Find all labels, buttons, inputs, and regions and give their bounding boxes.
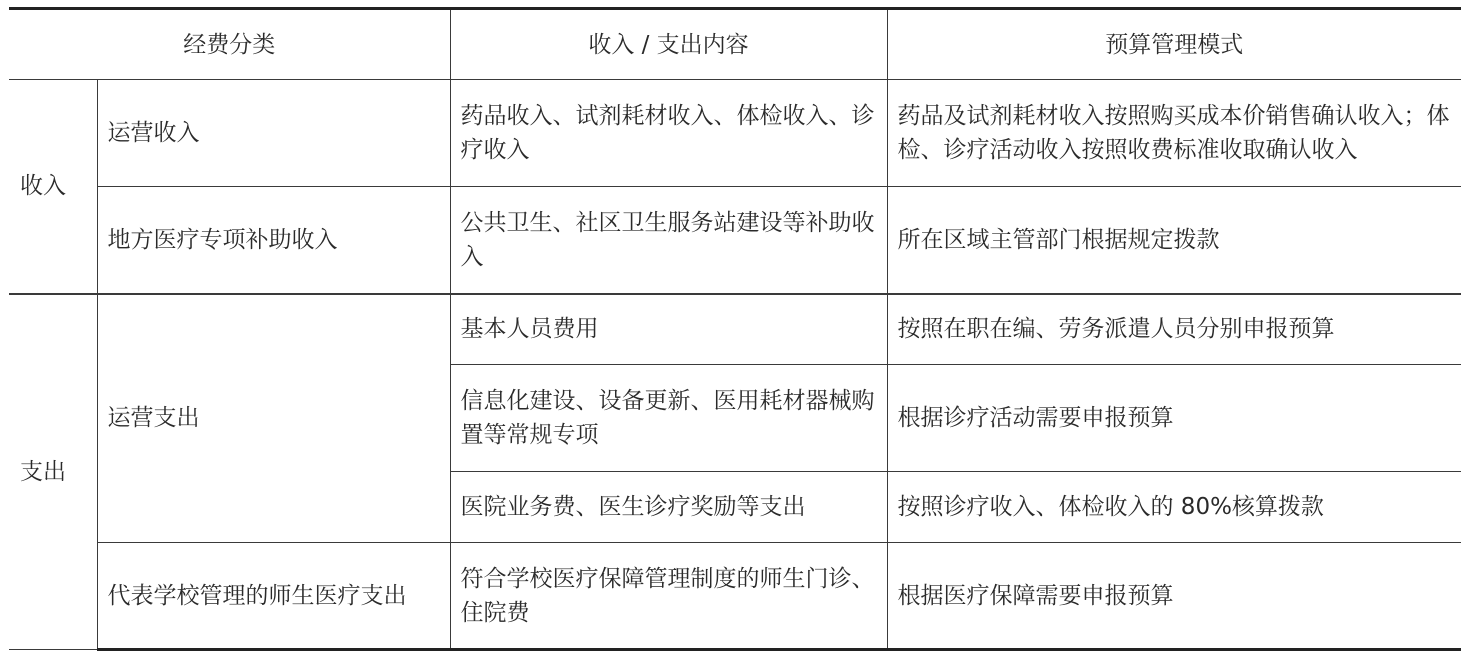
content-cell: 医院业务费、医生诊疗奖励等支出 — [450, 472, 887, 543]
budget-table — [9, 7, 1461, 651]
budget-mode-cell: 按照诊疗收入、体检收入的 80%核算拨款 — [887, 472, 1461, 543]
content-cell: 符合学校医疗保障管理制度的师生门诊、住院费 — [450, 543, 887, 650]
category-cell: 运营支出 — [97, 294, 450, 543]
table-row — [9, 294, 1461, 365]
group-label-expense: 支出 — [9, 294, 97, 650]
content-cell: 基本人员费用 — [450, 294, 887, 365]
category-cell: 运营收入 — [97, 80, 450, 187]
budget-mode-cell: 根据诊疗活动需要申报预算 — [887, 365, 1461, 472]
budget-mode-cell: 所在区域主管部门根据规定拨款 — [887, 187, 1461, 294]
budget-mode-cell: 根据医疗保障需要申报预算 — [887, 543, 1461, 650]
table-row — [9, 80, 1461, 187]
content-cell: 公共卫生、社区卫生服务站建设等补助收入 — [450, 187, 887, 294]
category-cell: 代表学校管理的师生医疗支出 — [97, 543, 450, 650]
content-cell: 药品收入、试剂耗材收入、体检收入、诊疗收入 — [450, 80, 887, 187]
table-row — [9, 187, 1461, 294]
header-budget-mode: 预算管理模式 — [887, 9, 1461, 80]
table-header-row — [9, 9, 1461, 80]
budget-mode-cell: 按照在职在编、劳务派遣人员分别申报预算 — [887, 294, 1461, 365]
budget-mode-cell: 药品及试剂耗材收入按照购买成本价销售确认收入；体检、诊疗活动收入按照收费标准收取确认收入 — [887, 80, 1461, 187]
header-category: 经费分类 — [9, 9, 450, 80]
content-cell: 信息化建设、设备更新、医用耗材器械购置等常规专项 — [450, 365, 887, 472]
table-row — [9, 543, 1461, 650]
category-cell: 地方医疗专项补助收入 — [97, 187, 450, 294]
header-content: 收入 / 支出内容 — [450, 9, 887, 80]
group-label-income: 收入 — [9, 80, 97, 294]
